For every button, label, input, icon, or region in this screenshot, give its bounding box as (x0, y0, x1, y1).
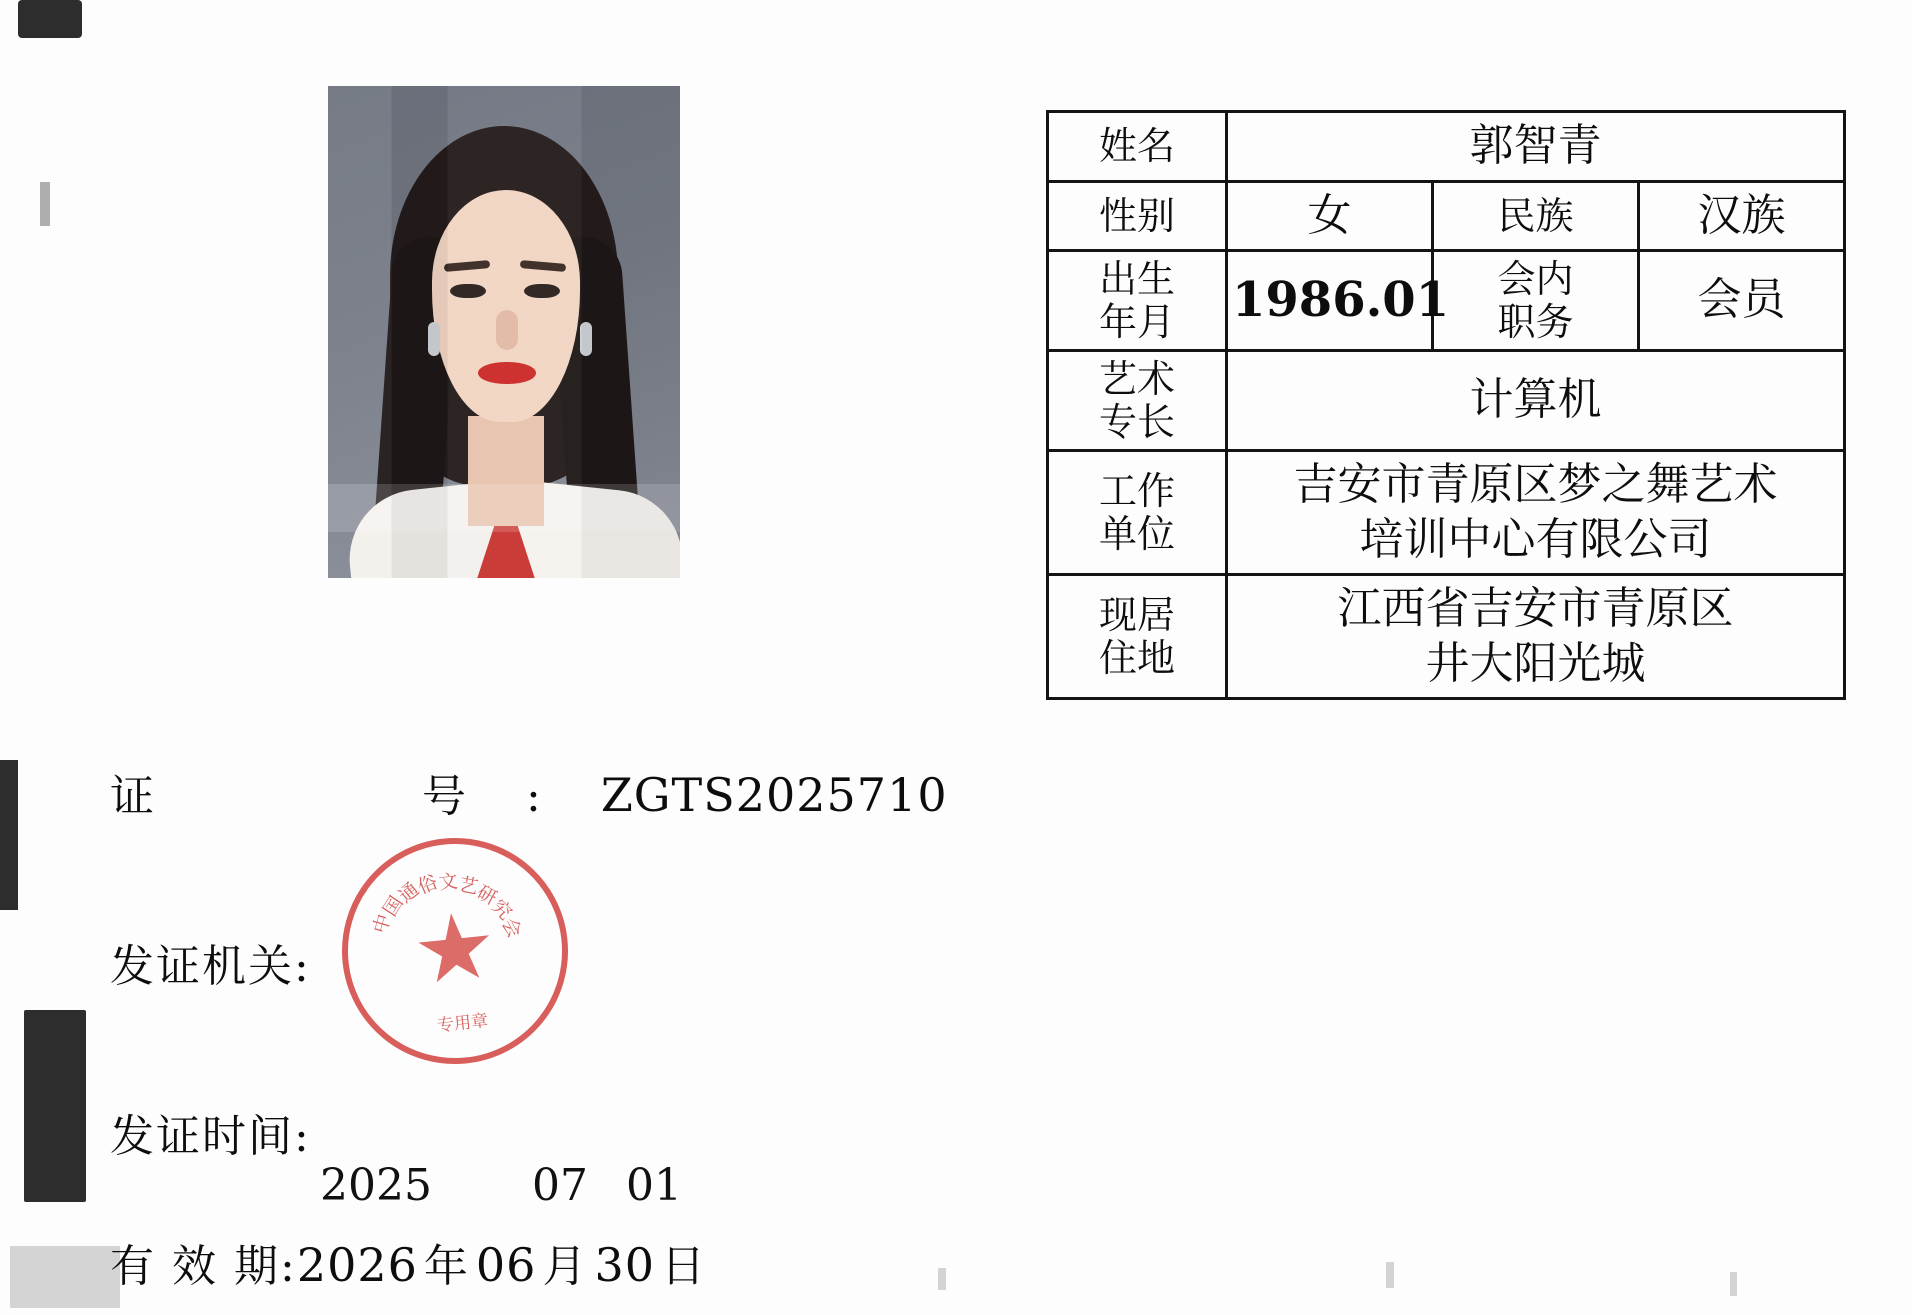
official-seal-stamp (331, 827, 579, 1075)
table-row (1048, 112, 1845, 182)
table-row (1048, 251, 1845, 351)
residence-key-line1: 现居 (1098, 593, 1175, 638)
issuing-authority-separator: : (294, 941, 311, 992)
position-value: 会员 (1639, 251, 1845, 351)
work-unit-key (1048, 451, 1227, 575)
validity-separator: : (279, 1241, 297, 1292)
issue-date-values (320, 1160, 682, 1211)
scan-edge-artifact-lower (24, 1010, 86, 1202)
name-value: 郭智青 (1227, 112, 1845, 182)
scan-speck-center-bottom (938, 1268, 946, 1290)
specialty-key-line1: 艺术 (1098, 357, 1175, 402)
photo-face (432, 190, 580, 422)
photo-earring-left (428, 322, 440, 356)
validity-year-unit: 年 (423, 1241, 470, 1292)
portrait-photo (328, 86, 680, 578)
photo-lips (478, 362, 536, 384)
birth-key-line2: 年月 (1098, 299, 1175, 344)
issue-date-year: 2025 (320, 1160, 432, 1211)
issue-time-row (110, 1100, 311, 1164)
certificate-number-row (110, 760, 948, 824)
seal-bottom-text: 专用章 (436, 1010, 490, 1037)
table-row (1048, 351, 1845, 451)
member-info-table (1046, 110, 1846, 700)
certificate-left-column (110, 70, 948, 1292)
position-key (1433, 251, 1639, 351)
scan-speck-far-right (1730, 1272, 1737, 1296)
work-unit-value-line2: 培训中心有限公司 (1359, 513, 1712, 565)
validity-day-unit: 日 (660, 1241, 707, 1292)
gender-key: 性别 (1048, 181, 1227, 251)
name-key: 姓名 (1048, 112, 1227, 182)
photo-eye-right (524, 284, 560, 298)
scan-edge-artifact-top (18, 0, 82, 38)
table-row (1048, 451, 1845, 575)
work-unit-key-line1: 工作 (1098, 469, 1175, 514)
seal-arc-text: 中 国 通 俗 文 艺 研 究 会 (369, 870, 526, 942)
issuing-authority-row (110, 930, 311, 994)
table-row (1048, 181, 1845, 251)
scan-edge-artifact-upper (40, 182, 50, 226)
residence-value-line1: 江西省吉安市青原区 (1337, 583, 1734, 635)
validity-month-unit: 月 (542, 1241, 589, 1292)
validity-year: 2026 (296, 1238, 418, 1292)
certificate-number-value: ZGTS2025710 (600, 768, 948, 822)
scan-speck-right-bottom (1386, 1262, 1394, 1288)
birth-key (1048, 251, 1227, 351)
photo-eye-left (450, 284, 486, 298)
residence-value-line2: 井大阳光城 (1425, 637, 1646, 689)
validity-month: 06 (475, 1238, 537, 1292)
residence-value (1227, 575, 1845, 699)
certificate-number-label: 证 号 (110, 771, 526, 822)
scan-edge-artifact-bottomleft (10, 1246, 120, 1308)
validity-day: 30 (594, 1238, 655, 1292)
scan-edge-artifact-left (0, 760, 18, 910)
work-unit-value (1227, 451, 1845, 575)
validity-label: 有 效 期 (110, 1241, 280, 1292)
ethnicity-value: 汉族 (1639, 181, 1845, 251)
validity-period-row (110, 1230, 713, 1294)
photo-earring-right (580, 322, 592, 356)
photo-nose (496, 310, 518, 350)
specialty-key-line2: 专长 (1098, 399, 1175, 444)
certificate-number-separator: : (526, 771, 601, 822)
work-unit-value-line1: 吉安市青原区梦之舞艺术 (1293, 459, 1778, 511)
gender-value: 女 (1227, 181, 1433, 251)
specialty-value: 计算机 (1227, 351, 1845, 451)
issue-date-day: 01 (625, 1160, 682, 1211)
issue-date-month: 07 (531, 1160, 588, 1211)
specialty-key (1048, 351, 1227, 451)
residence-key (1048, 575, 1227, 699)
position-key-line2: 职务 (1497, 299, 1574, 344)
table-row (1048, 575, 1845, 699)
birth-value: 1986.01 (1227, 251, 1433, 351)
position-key-line1: 会内 (1497, 257, 1574, 302)
residence-key-line2: 住地 (1098, 635, 1175, 680)
issue-time-separator: : (294, 1111, 311, 1162)
ethnicity-key: 民族 (1433, 181, 1639, 251)
photo-scan-band (328, 484, 680, 532)
work-unit-key-line2: 单位 (1098, 511, 1175, 556)
birth-key-line1: 出生 (1098, 257, 1175, 302)
issue-time-label: 发证时间 (110, 1111, 294, 1162)
issuing-authority-label: 发证机关 (110, 941, 294, 992)
